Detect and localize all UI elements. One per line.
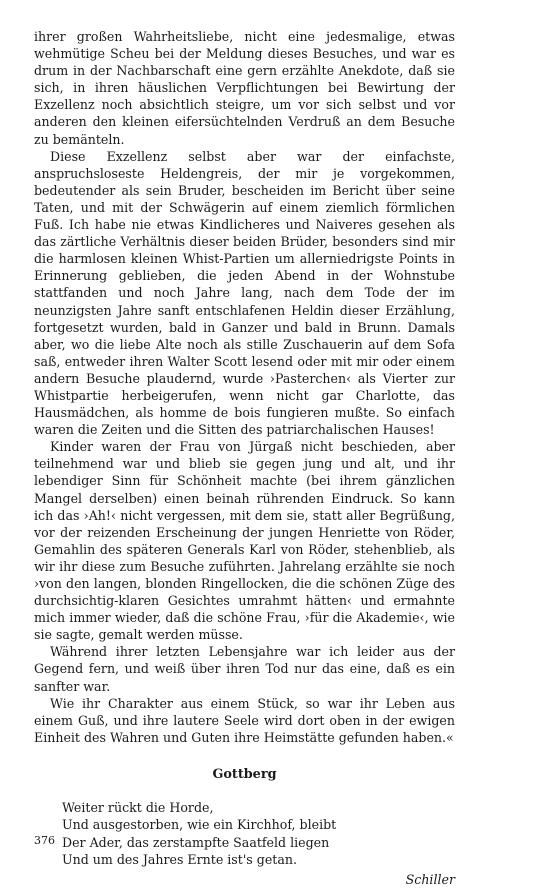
- body-paragraph: Kinder waren der Frau von Jürgaß nicht beschieden, aber teilnehmend war und blieb sie gegen jung und alt, und ihr lebendiger Sinn für Schönheit machte (bei ihrem gänzlichen Mangel derselben) einen beinah rührenden Eindruck. So kann ich das ›Ah!‹ nicht vergessen, mit dem sie, statt aller Begrüßung, vor der reizenden Erscheinung der jungen Henriette von Röder, Gemahlin des späteren Generals Karl von Röder, stehenblieb, als wir ihr diese zum Besuche zuführten. Jahrelang erzählte sie noch ›von den langen, blonden Ringellocken, die die schönen Züge des durchsichtig-klaren Gesichtes umrahmt hätten‹ und ermahnte mich immer wieder, daß die schöne Frau, ›für die Akademie‹, wie sie sagte, gemalt werden müsse.: [34, 439, 455, 643]
- body-paragraph: ihrer großen Wahrheitsliebe, nicht eine jedesmalige, etwas wehmütige Scheu bei der Meldung dieses Besuches, und war es drum in der Nachbarschaft eine gern erzählte Anekdote, daß sie sich, in ihren häuslichen Verpflichtungen bei Bewirtung der Exzellenz noch absichtlich steigre, um vor sich selbst und vor anderen den kleinen eifersüchtelnden Verdruß an dem Besuche zu bemänteln.: [34, 29, 455, 147]
- poem-line: Der Ader, das zerstampfte Saatfeld liegen: [62, 834, 330, 850]
- body-paragraph: Während ihrer letzten Lebensjahre war ich leider aus der Gegend fern, und weiß über ihren Tod nur das eine, daß es ein sanfter war.: [34, 644, 455, 694]
- poem-line: Und ausgestorben, wie ein Kirchhof, bleibt: [62, 817, 337, 833]
- poem-line: Und um des Jahres Ernte ist's getan.: [62, 852, 297, 868]
- page-body: [34, 28, 455, 888]
- epigraph-poem: [62, 799, 455, 869]
- poem-attribution: Schiller: [405, 871, 455, 887]
- body-paragraph: Wie ihr Charakter aus einem Stück, so war ihr Leben aus einem Guß, und ihre lautere Seele wird dort oben in der ewigen Einheit des Wahren und Guten ihre Heimstätte gefunden haben.«: [34, 695, 455, 745]
- poem-line: Weiter rückt die Horde,: [62, 799, 214, 815]
- body-paragraph: Diese Exzellenz selbst aber war der einfachste, anspruchsloseste Heldengreis, der mir je vorgekommen, bedeutender als sein Bruder, bescheiden im Bericht über seine Taten, und mit der Schwägerin auf einem ziemlich förmlichen Fuß. Ich habe nie etwas Kindlicheres und Naiveres gesehen als das zärtliche Verhältnis dieser beiden Brüder, besonders sind mir die harmlosen kleinen Whist-Partien um allerniedrigste Points in Erinnerung geblieben, die jeden Abend in der Wohnstube stattfanden und noch Jahre lang, nach dem Tode der im neunzigsten Jahre sanft entschlafenen Heldin dieser Erzählung, fortgesetzt wurden, bald in Ganzer und bald in Brunn. Damals aber, wo die liebe Alte noch als stille Zuschauerin auf dem Sofa saß, entweder ihren Walter Scott lesend oder mit mir oder einem andern Besuche plaudernd, wurde ›Pasterchen‹ als Vierter zur Whistpartie herbeigerufen, wenn nicht gar Charlotte, das Hausmädchen, als homme de bois fungieren mußte. So einfach waren die Zeiten und die Sitten des patriarchalischen Hauses!: [34, 148, 455, 438]
- section-heading: Gottberg: [212, 766, 277, 782]
- page-number: 376: [34, 834, 55, 847]
